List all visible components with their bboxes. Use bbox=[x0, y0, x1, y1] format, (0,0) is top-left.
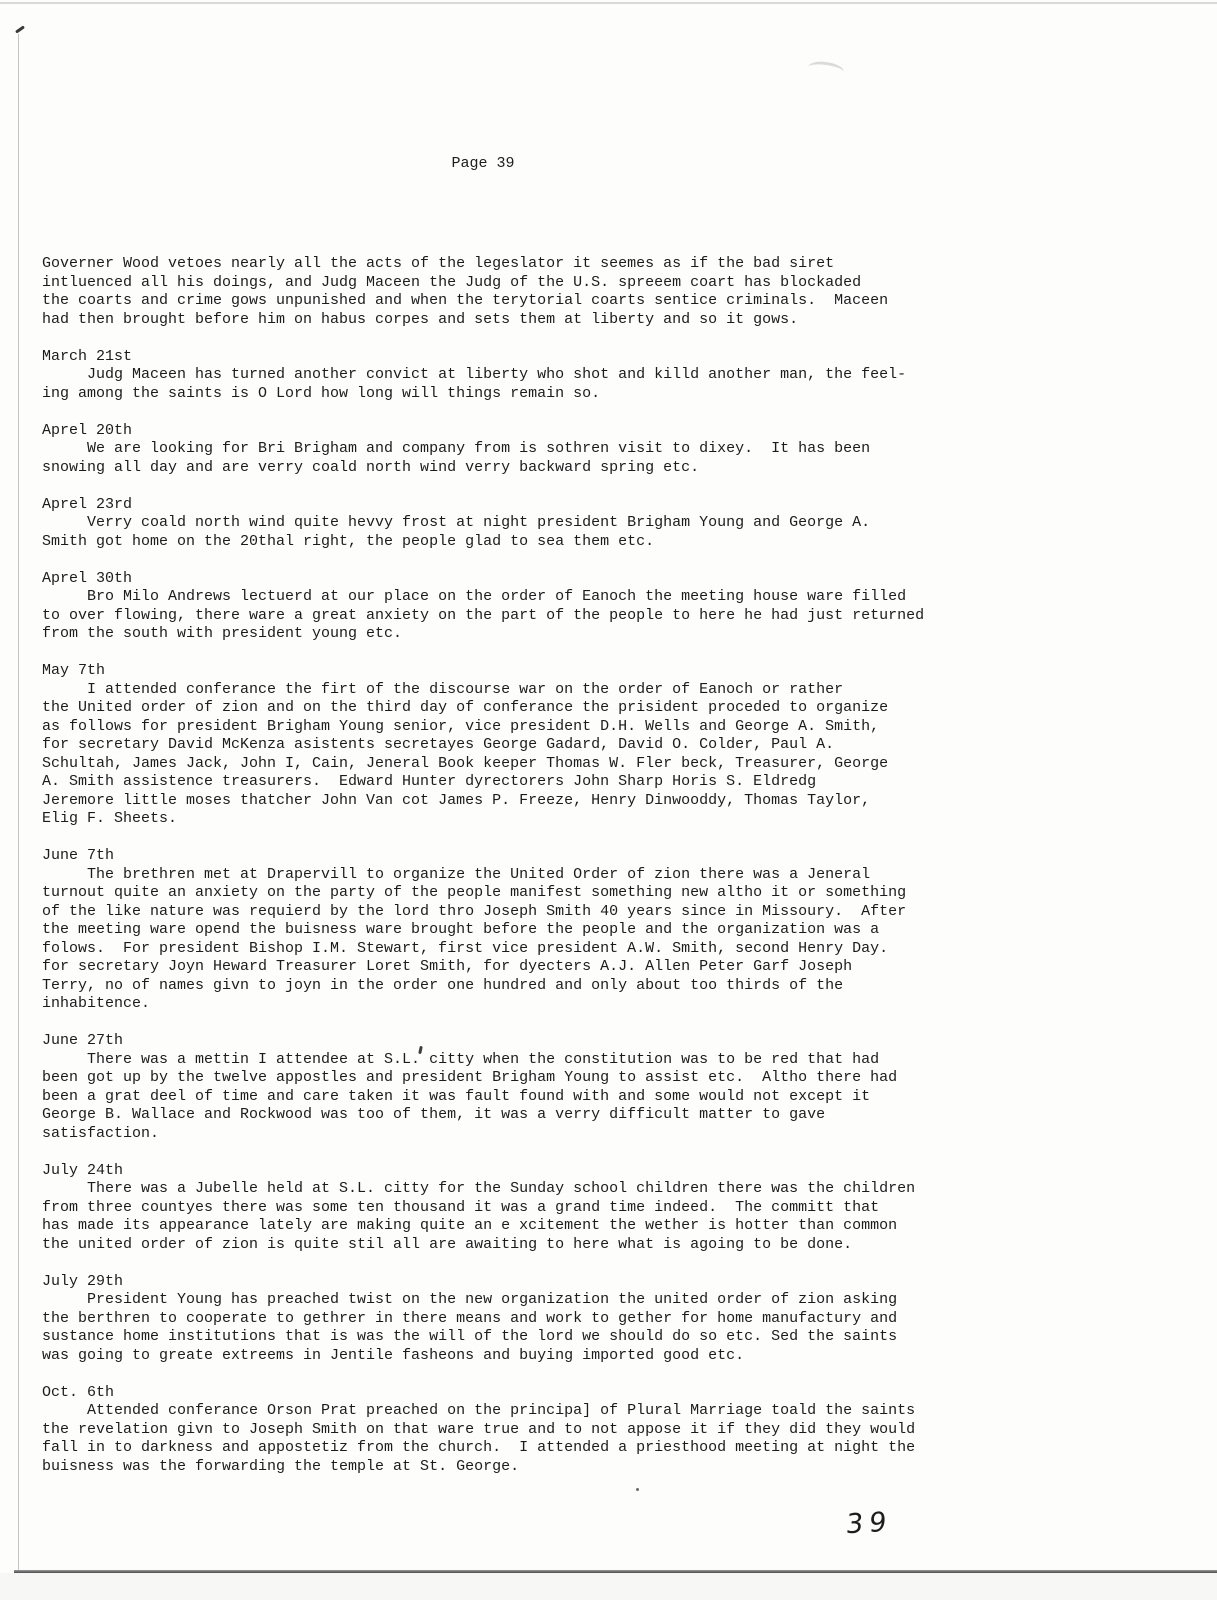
text-line: A. Smith assistence treasurers. Edward Hunter dyrectorers John Sharp Horis S. Eldredg bbox=[42, 773, 817, 790]
text-line: George B. Wallace and Rockwood was too of them, it was a verry difficult matter to gave bbox=[42, 1106, 826, 1123]
document-body bbox=[42, 118, 942, 1476]
text-line: The brethren met at Drapervill to organize the United Order of zion there was a Jeneral bbox=[42, 865, 871, 883]
text-line: from three countyes there was some ten thousand it was a grand time indeed. The committ that bbox=[42, 1198, 880, 1216]
journal-entry bbox=[42, 348, 942, 404]
journal-entry bbox=[42, 570, 942, 644]
page-left-edge-line bbox=[18, 34, 19, 1572]
entry-heading: June 7th bbox=[42, 847, 115, 864]
text-line: been a grat deel of time and care taken it was fault found with and some would not except it bbox=[42, 1087, 871, 1105]
text-line: There was a Jubelle held at S.L. citty for the Sunday school children there was the children bbox=[42, 1180, 916, 1197]
scanner-background bbox=[0, 1573, 1217, 1600]
pen-tick-mark bbox=[15, 25, 25, 33]
text-line: been got up by the twelve appostles and president Brigham Young to assist etc. Altho there had bbox=[42, 1069, 898, 1086]
text-line: the United order of zion and on the third day of conferance the prisident proceded to organize bbox=[42, 699, 889, 716]
text-line: Jeremore little moses thatcher John Van cot James P. Freeze, Henry Dinwooddy, Thomas Taylor, bbox=[42, 791, 871, 809]
journal-entry bbox=[42, 847, 942, 1014]
text-line: was going to greate extreems in Jentile fasheons and buying imported good etc. bbox=[42, 1346, 745, 1364]
text-line: Bro Milo Andrews lectuerd at our place on the order of Eanoch the meeting house ware filled bbox=[42, 588, 907, 605]
text-line: satisfaction. bbox=[42, 1124, 160, 1142]
stray-dot-mark bbox=[636, 1488, 639, 1491]
text-line: Smith got home on the 20thal right, the people glad to sea them etc. bbox=[42, 532, 655, 550]
text-line: Judg Maceen has turned another convict at liberty who shot and killd another man, the feel- bbox=[42, 366, 907, 383]
entry-heading: Aprel 30th bbox=[42, 569, 133, 587]
text-line: folows. For president Bishop I.M. Stewart, first vice president A.W. Smith, second Henry Day. bbox=[42, 939, 889, 957]
text-line: Governer Wood vetoes nearly all the acts of the legeslator it seemes as if the bad siret bbox=[42, 255, 835, 272]
journal-entry bbox=[42, 662, 942, 829]
text-line: had then brought before him on habus corpes and sets them at liberty and so it gows. bbox=[42, 310, 799, 328]
text-line: snowing all day and are verry coald north wind verry backward spring etc. bbox=[42, 458, 700, 476]
text-line: to over flowing, there ware a great anxiety on the part of the people to here he had just returned bbox=[42, 606, 925, 624]
entry-heading: July 29th bbox=[42, 1272, 124, 1290]
text-line: Terry, no of names givn to joyn in the order one hundred and only about too thirds of the bbox=[42, 976, 844, 994]
text-line: Attended conferance Orson Prat preached on the principa] of Plural Marriage toald the saints bbox=[42, 1402, 916, 1419]
entry-heading: Aprel 20th bbox=[42, 421, 133, 439]
text-line: the meeting ware opend the buisness ware brought before the people and the organization was a bbox=[42, 921, 880, 938]
entry-heading: March 21st bbox=[42, 347, 133, 365]
page-top-edge-line bbox=[0, 2, 1217, 4]
text-line: There was a mettin I attendee at S.L. citty when the constitution was to be red that had bbox=[42, 1050, 880, 1068]
text-line: the coarts and crime gows unpunished and when the terytorial coarts sentice criminals. Maceen bbox=[42, 292, 889, 309]
entry-heading: June 27th bbox=[42, 1032, 124, 1049]
text-line: President Young has preached twist on the new organization the united order of zion asking bbox=[42, 1291, 898, 1308]
text-line: the berthren to cooperate to gethrer in there means and work to gether for home manufactury and bbox=[42, 1309, 898, 1327]
entry-heading: July 24th bbox=[42, 1161, 124, 1179]
entry-heading: May 7th bbox=[42, 662, 106, 679]
text-line: fall in to darkness and appostetiz from the church. I attended a priesthood meeting at night the bbox=[42, 1439, 916, 1456]
page-title: Page 39 bbox=[451, 155, 515, 172]
text-line: the united order of zion is quite stil all are awaiting to here what is agoing to be done. bbox=[42, 1235, 853, 1253]
text-line: has made its appearance lately are making quite an e xcitement the wether is hotter than common bbox=[42, 1217, 898, 1234]
text-line: buisness was the forwarding the temple at St. George. bbox=[42, 1457, 520, 1475]
text-line: Schultah, James Jack, John I, Cain, Jeneral Book keeper Thomas W. Fler beck, Treasurer, George bbox=[42, 754, 889, 772]
text-line: ing among the saints is O Lord how long will things remain so. bbox=[42, 384, 601, 402]
entry-heading: Aprel 23rd bbox=[42, 495, 133, 513]
text-line: for secretary Joyn Heward Treasurer Loret Smith, for dyecters A.J. Allen Peter Garf Joseph bbox=[42, 958, 853, 975]
journal-entry bbox=[42, 1273, 942, 1366]
scan-smudge-mark bbox=[807, 60, 845, 80]
journal-entry bbox=[42, 1162, 942, 1255]
text-line: the revelation givn to Joseph Smith on that ware true and to not appose it if they did they would bbox=[42, 1420, 916, 1438]
text-line: intluenced all his doings, and Judg Maceen the Judg of the U.S. spreeem coart has blockaded bbox=[42, 273, 862, 291]
text-line: sustance home institutions that is was the will of the lord we should do so etc. Sed the saints bbox=[42, 1328, 898, 1345]
journal-entry bbox=[42, 1384, 942, 1477]
text-line: inhabitence. bbox=[42, 995, 151, 1012]
text-line: of the like nature was requierd by the lord thro Joseph Smith 40 years since in Missoury. After bbox=[42, 902, 907, 920]
text-line: as follows for president Brigham Young senior, vice president D.H. Wells and George A. Smith, bbox=[42, 717, 880, 735]
text-line: Elig F. Sheets. bbox=[42, 810, 178, 827]
text-line: We are looking for Bri Brigham and company from is sothren visit to dixey. It has been bbox=[42, 440, 871, 457]
text-line: turnout quite an anxiety on the party of the people manifest something new altho it or something bbox=[42, 884, 907, 901]
journal-entry bbox=[42, 496, 942, 552]
text-line: Verry coald north wind quite hevvy frost at night president Brigham Young and George A. bbox=[42, 514, 871, 531]
journal-entry bbox=[42, 422, 942, 478]
journal-entry bbox=[42, 255, 942, 329]
journal-entry bbox=[42, 1032, 942, 1143]
handwritten-page-number: 39 bbox=[844, 1506, 894, 1541]
text-line: for secretary David McKenza asistents secretayes George Gadard, David O. Colder, Paul A. bbox=[42, 736, 835, 753]
text-line: I attended conferance the firt of the discourse war on the order of Eanoch or rather bbox=[42, 680, 844, 698]
text-line: from the south with president young etc. bbox=[42, 625, 403, 642]
entry-heading: Oct. 6th bbox=[42, 1383, 115, 1401]
